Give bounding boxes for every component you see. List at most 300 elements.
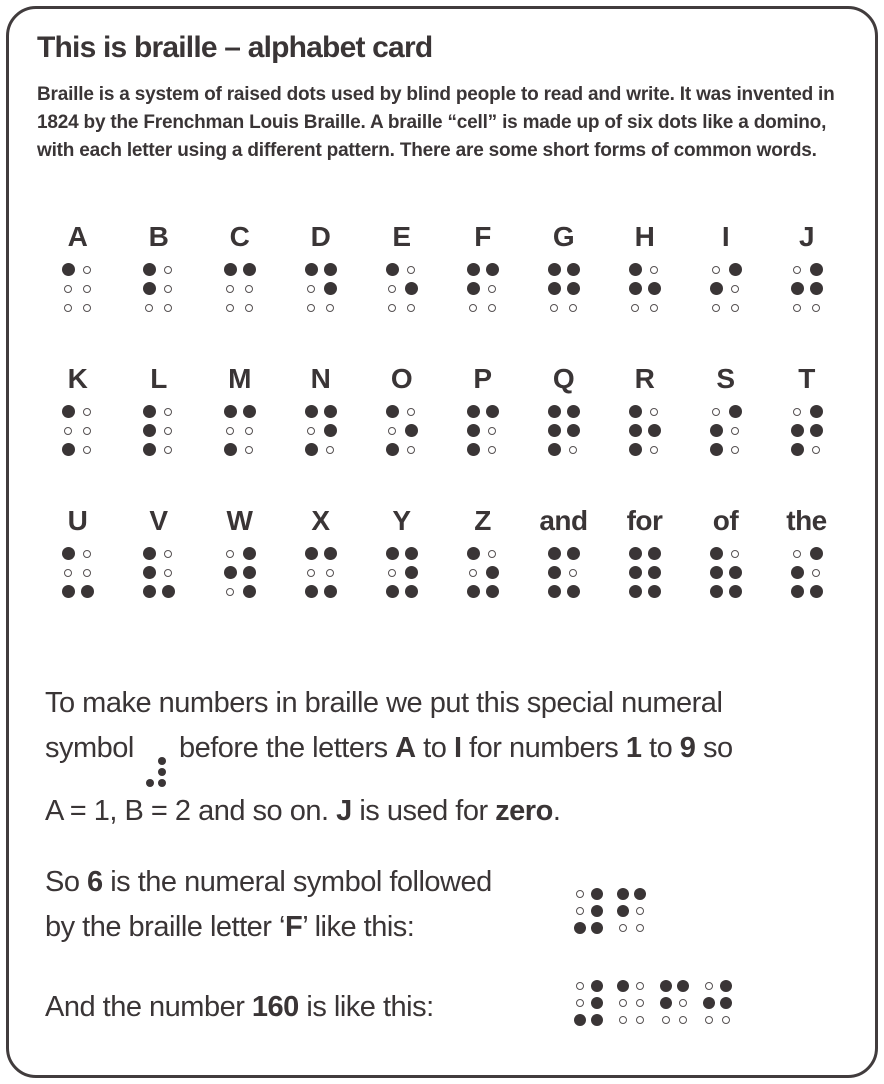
braille-cell (614, 978, 648, 1029)
braille-dot-raised (648, 547, 661, 560)
braille-dot-raised (648, 585, 661, 598)
braille-dot-empty (488, 304, 496, 312)
braille-letter-label: D (310, 221, 331, 252)
braille-dot-raised (729, 585, 742, 598)
braille-cell (59, 544, 97, 601)
numeral-note-text (45, 681, 845, 834)
braille-dot-empty (619, 999, 627, 1007)
braille-dot-raised (634, 888, 646, 900)
braille-dot-raised (224, 405, 237, 418)
braille-dot-raised (548, 424, 561, 437)
braille-letter-the (786, 505, 827, 601)
braille-dot-raised (486, 263, 499, 276)
braille-dot-empty (326, 304, 334, 312)
braille-letter-u (59, 505, 97, 601)
braille-dot-empty (812, 304, 820, 312)
braille-dot-raised (677, 980, 689, 992)
bold-text: 6 (87, 865, 103, 898)
braille-dot-raised (405, 585, 418, 598)
braille-letter-x (302, 505, 340, 601)
alphabet-row-a-j (37, 221, 847, 317)
braille-letter-label: the (786, 505, 827, 536)
braille-dot-empty (407, 408, 415, 416)
braille-letter-c (221, 221, 259, 317)
braille-dot-raised (143, 424, 156, 437)
braille-dot-empty (731, 550, 739, 558)
braille-dot-raised (720, 980, 732, 992)
text-run: for numbers (461, 732, 626, 764)
braille-dot-raised (143, 282, 156, 295)
braille-cell (657, 978, 691, 1029)
braille-dot-empty (569, 446, 577, 454)
braille-letter-e (383, 221, 421, 317)
page-title: This is braille – alphabet card (37, 31, 433, 64)
braille-dot-empty (83, 569, 91, 577)
braille-letter-label: O (390, 363, 413, 394)
braille-dot-raised (324, 424, 337, 437)
braille-dot-empty (307, 427, 315, 435)
braille-dot-raised (467, 443, 480, 456)
braille-dot-raised (305, 547, 318, 560)
braille-dot-raised (591, 1014, 603, 1026)
alphabet-row-k-t (37, 363, 847, 459)
text-run: And the number (45, 990, 252, 1023)
braille-letter-p (464, 363, 502, 459)
braille-dot-empty (619, 924, 627, 932)
braille-dot-empty (731, 427, 739, 435)
braille-dot-empty (576, 999, 584, 1007)
text-run: symbol (45, 732, 142, 764)
braille-dot-raised (467, 547, 480, 560)
bold-text: J (336, 794, 352, 827)
braille-dot-empty (83, 550, 91, 558)
braille-letter-s (707, 363, 745, 459)
braille-dot-empty (164, 408, 172, 416)
braille-cell (464, 402, 502, 459)
text-run: to (415, 732, 454, 764)
braille-letter-label: B (148, 221, 169, 252)
braille-dot-raised (405, 547, 418, 560)
braille-letter-m (221, 363, 259, 459)
braille-dot-empty (793, 408, 801, 416)
braille-alphabet-card (6, 6, 878, 1078)
braille-dot-raised (143, 405, 156, 418)
braille-letter-o (383, 363, 421, 459)
braille-letter-z (464, 505, 502, 601)
braille-dot-raised (386, 405, 399, 418)
braille-dot-empty (636, 1016, 644, 1024)
braille-dot-empty (407, 266, 415, 274)
braille-dot-empty (650, 304, 658, 312)
braille-dot-raised (591, 922, 603, 934)
braille-dot-raised (405, 424, 418, 437)
braille-letter-w (221, 505, 259, 601)
braille-dot-empty (164, 446, 172, 454)
braille-dot-raised (629, 585, 642, 598)
braille-dot-raised (548, 566, 561, 579)
braille-dot-raised (386, 263, 399, 276)
braille-dot-raised (567, 585, 580, 598)
braille-dot-raised (660, 997, 672, 1009)
braille-letter-label: F (474, 221, 491, 252)
example-six-text (45, 860, 557, 950)
braille-dot-empty (388, 427, 396, 435)
braille-dot-empty (226, 550, 234, 558)
braille-dot-empty (650, 266, 658, 274)
braille-letter-d (302, 221, 340, 317)
braille-letter-label: Y (392, 505, 411, 536)
braille-dot-empty (812, 446, 820, 454)
braille-dot-empty (388, 304, 396, 312)
braille-dot-empty (662, 1016, 670, 1024)
braille-letter-b (140, 221, 178, 317)
braille-dot-empty (469, 569, 477, 577)
braille-cell (144, 756, 168, 789)
braille-letter-label: H (634, 221, 655, 252)
braille-cell (221, 402, 259, 459)
braille-dot-raised (567, 405, 580, 418)
braille-letter-label: I (721, 221, 730, 252)
braille-cell (464, 544, 502, 601)
braille-dot-empty (64, 569, 72, 577)
braille-cell (59, 260, 97, 317)
braille-dot-empty (636, 924, 644, 932)
braille-dot-raised (629, 424, 642, 437)
example-number-six (45, 860, 847, 950)
braille-letter-label: E (392, 221, 411, 252)
bold-text: I (453, 732, 462, 764)
braille-letter-i (707, 221, 745, 317)
text-run: . (552, 794, 561, 827)
braille-dot-raised (648, 424, 661, 437)
braille-dot-empty (407, 304, 415, 312)
braille-dot-raised (405, 566, 418, 579)
braille-dot-raised (467, 405, 480, 418)
braille-dot-raised (648, 566, 661, 579)
braille-cell (707, 402, 745, 459)
braille-dot-raised (81, 585, 94, 598)
text-run: is like this: (298, 990, 434, 1023)
braille-dot-empty (307, 304, 315, 312)
braille-dot-empty (226, 285, 234, 293)
braille-dot-raised (224, 566, 237, 579)
braille-letter-f (464, 221, 502, 317)
braille-letter-label: T (798, 363, 815, 394)
braille-dot-empty (164, 427, 172, 435)
braille-letter-label: W (226, 505, 253, 536)
braille-dot-raised (629, 405, 642, 418)
braille-letter-label: U (67, 505, 88, 536)
braille-dot-raised (143, 263, 156, 276)
braille-cell (707, 544, 745, 601)
braille-dot-raised (703, 997, 715, 1009)
braille-dot-raised (710, 566, 723, 579)
braille-dot-empty (636, 999, 644, 1007)
braille-dot-empty (64, 304, 72, 312)
braille-cell (140, 402, 178, 459)
braille-dot-raised (591, 997, 603, 1009)
braille-cell (571, 885, 605, 936)
braille-dot-raised (629, 566, 642, 579)
braille-dot-empty (164, 569, 172, 577)
braille-dot-empty (83, 266, 91, 274)
braille-dot-raised (548, 585, 561, 598)
braille-dot-raised (243, 585, 256, 598)
braille-dot-empty (307, 569, 315, 577)
braille-cell (221, 544, 259, 601)
example-160-braille (571, 978, 734, 1029)
braille-dot-raised (710, 424, 723, 437)
braille-dot-raised (146, 779, 154, 787)
braille-dot-empty (488, 285, 496, 293)
braille-dot-empty (469, 304, 477, 312)
braille-letter-l (140, 363, 178, 459)
braille-letter-label: G (552, 221, 575, 252)
text-run: A = 1, B = 2 and so on. (45, 794, 337, 827)
braille-dot-raised (324, 263, 337, 276)
braille-dot-raised (143, 547, 156, 560)
braille-dot-raised (791, 585, 804, 598)
braille-dot-empty (326, 446, 334, 454)
braille-dot-raised (629, 263, 642, 276)
braille-dot-empty (83, 446, 91, 454)
braille-letter-label: M (228, 363, 251, 394)
braille-dot-raised (62, 585, 75, 598)
example-number-160 (45, 982, 847, 1033)
braille-dot-raised (617, 888, 629, 900)
braille-letter-label: V (149, 505, 168, 536)
braille-letter-v (140, 505, 178, 601)
braille-dot-empty (812, 569, 820, 577)
braille-dot-empty (619, 1016, 627, 1024)
braille-cell (302, 260, 340, 317)
braille-dot-raised (62, 443, 75, 456)
braille-dot-raised (305, 263, 318, 276)
braille-letter-g (545, 221, 583, 317)
text-run: is the numeral symbol followed (102, 865, 492, 898)
braille-dot-raised (324, 405, 337, 418)
bold-text: 9 (679, 732, 696, 764)
text-run: ’ like this: (302, 910, 415, 943)
braille-dot-raised (548, 282, 561, 295)
braille-dot-raised (158, 757, 166, 765)
bold-text: F (284, 910, 303, 943)
braille-dot-empty (164, 266, 172, 274)
braille-dot-raised (567, 282, 580, 295)
braille-dot-empty (64, 427, 72, 435)
braille-dot-raised (486, 566, 499, 579)
braille-dot-raised (710, 443, 723, 456)
braille-dot-raised (62, 547, 75, 560)
braille-dot-raised (720, 997, 732, 1009)
braille-dot-raised (648, 282, 661, 295)
braille-letter-label: S (716, 363, 735, 394)
braille-cell (464, 260, 502, 317)
braille-dot-raised (810, 547, 823, 560)
braille-dot-raised (467, 282, 480, 295)
braille-dot-empty (83, 408, 91, 416)
bold-text: zero (495, 794, 553, 827)
braille-dot-raised (729, 263, 742, 276)
braille-dot-raised (617, 980, 629, 992)
braille-dot-raised (729, 566, 742, 579)
braille-dot-raised (158, 768, 166, 776)
braille-dot-raised (567, 424, 580, 437)
braille-dot-raised (548, 443, 561, 456)
braille-dot-empty (226, 427, 234, 435)
intro-text: Braille is a system of raised dots used by blind people to read and write. It was invented in 1824 by the Frenchman Louis Braille. A braille “cell” is made up of six dots like a domino, with each letter using a different pattern. There are some short forms of common words. (37, 84, 835, 161)
text-run: So (45, 865, 88, 898)
braille-dot-raised (143, 585, 156, 598)
braille-cell (383, 402, 421, 459)
braille-dot-raised (405, 282, 418, 295)
braille-dot-raised (243, 263, 256, 276)
braille-dot-raised (467, 263, 480, 276)
braille-dot-empty (245, 304, 253, 312)
braille-dot-raised (143, 443, 156, 456)
braille-dot-raised (810, 263, 823, 276)
braille-dot-empty (226, 588, 234, 596)
braille-dot-empty (636, 907, 644, 915)
bold-text: 160 (251, 990, 299, 1023)
braille-dot-empty (569, 569, 577, 577)
braille-dot-raised (386, 547, 399, 560)
braille-dot-empty (245, 446, 253, 454)
braille-letter-label: Q (552, 363, 575, 394)
braille-letter-label: C (229, 221, 250, 252)
braille-dot-empty (83, 285, 91, 293)
braille-dot-empty (164, 550, 172, 558)
braille-letter-label: and (539, 505, 588, 536)
braille-letter-j (788, 221, 826, 317)
braille-dot-raised (567, 263, 580, 276)
braille-dot-empty (650, 446, 658, 454)
braille-dot-raised (710, 585, 723, 598)
braille-dot-empty (650, 408, 658, 416)
braille-dot-empty (83, 427, 91, 435)
braille-dot-empty (307, 285, 315, 293)
braille-dot-raised (710, 282, 723, 295)
braille-dot-empty (576, 890, 584, 898)
braille-dot-empty (245, 285, 253, 293)
braille-dot-empty (712, 408, 720, 416)
braille-dot-empty (631, 304, 639, 312)
braille-dot-empty (793, 304, 801, 312)
braille-dot-empty (388, 285, 396, 293)
braille-dot-empty (705, 982, 713, 990)
braille-dot-raised (791, 443, 804, 456)
bold-text: 1 (625, 732, 642, 764)
example-160-text (45, 985, 557, 1030)
alphabet-row-u-the (37, 505, 847, 601)
braille-dot-raised (591, 905, 603, 917)
braille-letter-t (788, 363, 826, 459)
braille-cell (545, 402, 583, 459)
braille-dot-raised (629, 547, 642, 560)
braille-letter-a (59, 221, 97, 317)
braille-cell (700, 978, 734, 1029)
braille-letter-label: X (311, 505, 330, 536)
braille-cell (140, 260, 178, 317)
braille-cell (59, 402, 97, 459)
braille-letter-label: for (626, 505, 663, 536)
braille-letter-label: A (67, 221, 88, 252)
braille-dot-raised (791, 282, 804, 295)
braille-dot-empty (488, 550, 496, 558)
braille-cell (626, 260, 664, 317)
braille-dot-raised (629, 443, 642, 456)
braille-dot-raised (567, 547, 580, 560)
braille-dot-raised (243, 405, 256, 418)
braille-cell (788, 402, 826, 459)
braille-dot-raised (548, 405, 561, 418)
braille-letter-label: N (310, 363, 331, 394)
braille-dot-raised (810, 424, 823, 437)
braille-cell (788, 260, 826, 317)
braille-dot-empty (722, 1016, 730, 1024)
braille-cell (626, 402, 664, 459)
braille-dot-empty (731, 446, 739, 454)
braille-letter-n (302, 363, 340, 459)
braille-letter-for (626, 505, 664, 601)
braille-dot-empty (569, 304, 577, 312)
braille-dot-raised (791, 566, 804, 579)
braille-dot-raised (305, 585, 318, 598)
braille-dot-empty (679, 1016, 687, 1024)
braille-dot-raised (305, 405, 318, 418)
braille-dot-raised (62, 263, 75, 276)
braille-dot-empty (793, 266, 801, 274)
braille-dot-raised (324, 547, 337, 560)
braille-letter-h (626, 221, 664, 317)
braille-cell (614, 885, 648, 936)
braille-dot-empty (407, 446, 415, 454)
braille-dot-raised (386, 443, 399, 456)
braille-dot-raised (729, 405, 742, 418)
braille-dot-empty (576, 907, 584, 915)
braille-dot-empty (731, 304, 739, 312)
braille-dot-raised (548, 547, 561, 560)
braille-letter-k (59, 363, 97, 459)
braille-dot-empty (164, 304, 172, 312)
braille-cell (626, 544, 664, 601)
braille-dot-raised (224, 443, 237, 456)
braille-dot-empty (712, 266, 720, 274)
braille-cell (707, 260, 745, 317)
braille-dot-raised (486, 585, 499, 598)
braille-cell (545, 260, 583, 317)
braille-dot-raised (224, 263, 237, 276)
braille-dot-raised (591, 888, 603, 900)
braille-dot-raised (243, 547, 256, 560)
braille-dot-empty (64, 285, 72, 293)
braille-cell (545, 544, 583, 601)
text-run: To make numbers in braille we put this special numeral (45, 687, 723, 719)
braille-dot-empty (164, 285, 172, 293)
braille-dot-empty (326, 569, 334, 577)
braille-dot-empty (388, 569, 396, 577)
braille-dot-empty (636, 982, 644, 990)
example-six-braille (571, 885, 648, 936)
braille-dot-empty (245, 427, 253, 435)
braille-dot-raised (548, 263, 561, 276)
braille-dot-raised (467, 585, 480, 598)
braille-dot-empty (731, 285, 739, 293)
braille-dot-raised (486, 405, 499, 418)
text-run: to (641, 732, 680, 764)
braille-alphabet-grid (37, 221, 847, 601)
braille-cell (383, 544, 421, 601)
